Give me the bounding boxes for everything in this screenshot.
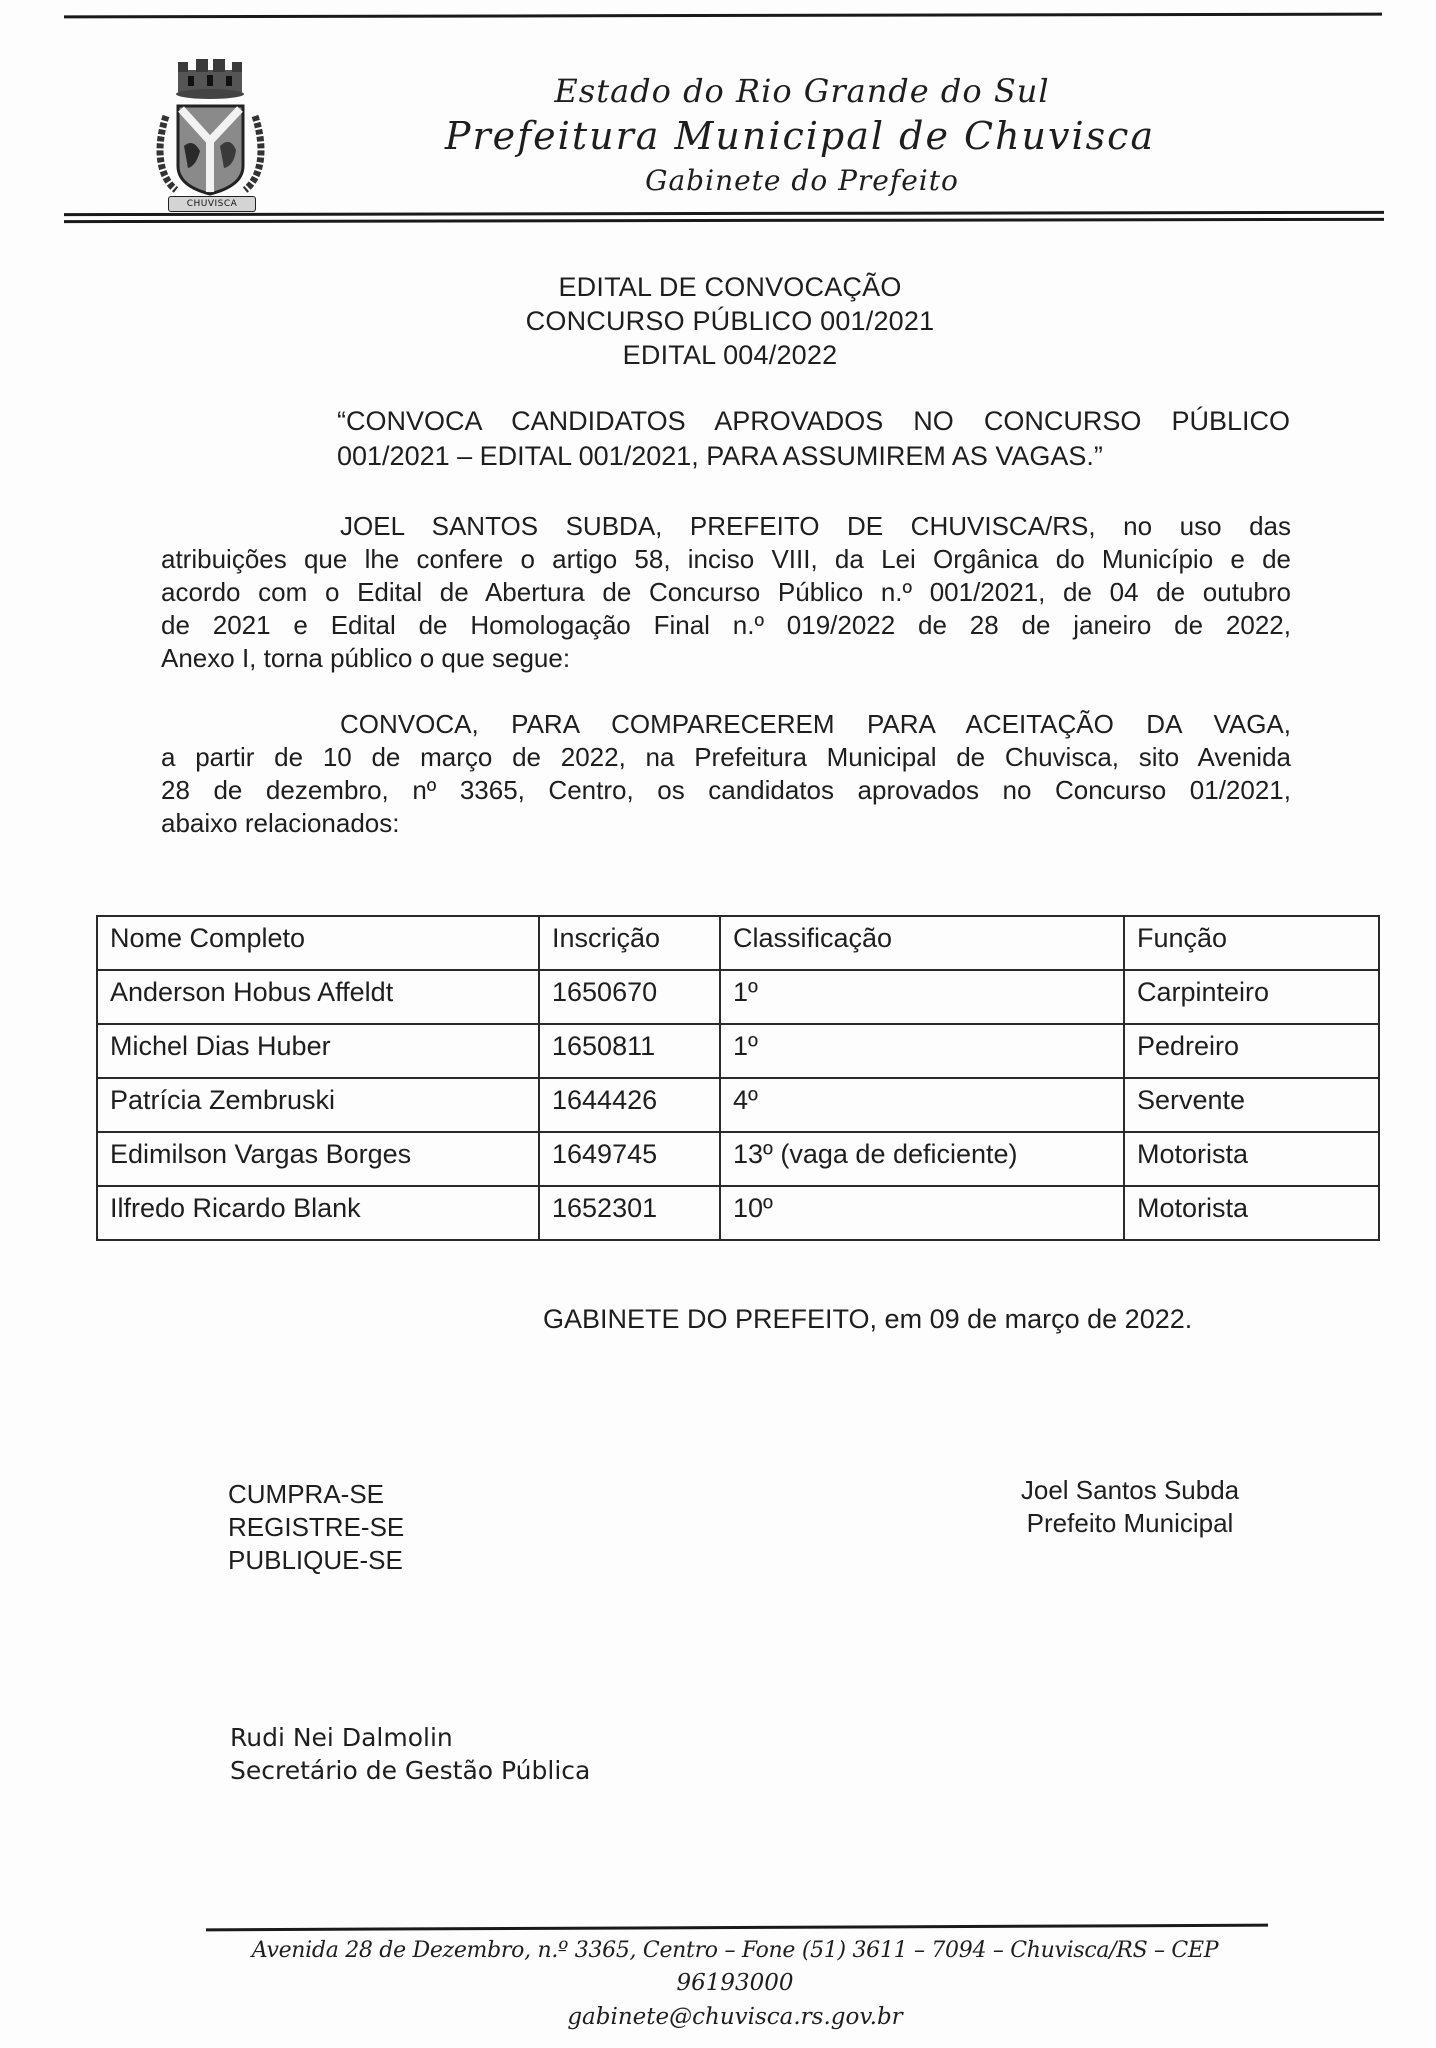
mayor-role: Prefeito Municipal (1026, 1508, 1234, 1538)
cell-role: Pedreiro (1124, 1024, 1379, 1078)
directives-block (228, 1478, 404, 1577)
footer-cep: 96193000 (676, 1970, 794, 1996)
secretary-role: Secretário de Gestão Pública (230, 1756, 591, 1785)
mayor-signature-block (990, 1474, 1270, 1540)
cell-role: Motorista (1124, 1186, 1379, 1240)
coat-of-arms-logo (148, 56, 273, 218)
cell-role: Servente (1124, 1078, 1379, 1132)
paragraph-line: CONVOCA, PARA COMPARECEREM PARA ACEITAÇÃO DA VAGA, (340, 709, 1291, 739)
footer-email-link[interactable]: gabinete@chuvisca.rs.gov.br (567, 2004, 903, 2030)
table-header-row (97, 916, 1379, 970)
cell-name: Patrícia Zembruski (97, 1078, 539, 1132)
crest-ribbon-text: CHUVISCA (168, 196, 256, 212)
paragraph-line: 28 de dezembro, nº 3365, Centro, os candidatos aprovados no Concurso 01/2021, (161, 775, 1291, 805)
paragraph-line: abaixo relacionados: (161, 808, 400, 838)
cell-ranking: 4º (720, 1078, 1124, 1132)
header-office: Gabinete do Prefeito (645, 164, 959, 197)
cell-ranking: 1º (720, 1024, 1124, 1078)
cell-registration: 1649745 (539, 1132, 720, 1186)
paragraph-line: acordo com o Edital de Abertura de Concurso Público n.º 001/2021, de 04 de outubro (161, 577, 1291, 607)
directive-registre: REGISTRE-SE (228, 1512, 405, 1542)
secretary-signature-block (230, 1721, 590, 1787)
paragraph-line: a partir de 10 de março de 2022, na Prefeitura Municipal de Chuvisca, sito Avenida (161, 742, 1291, 772)
secretary-name: Rudi Nei Dalmolin (230, 1723, 453, 1752)
summary-line: 001/2021 – EDITAL 001/2021, PARA ASSUMIREM AS VAGAS.” (337, 441, 1103, 471)
summary-line: “CONVOCA CANDIDATOS APROVADOS NO CONCURSO PÚBLICO (337, 406, 1290, 436)
paragraph-authority (161, 510, 1291, 675)
cell-name: Edimilson Vargas Borges (97, 1132, 539, 1186)
table-row (97, 1132, 1379, 1186)
table-row (97, 1078, 1379, 1132)
cell-ranking: 1º (720, 970, 1124, 1024)
candidates-table (96, 915, 1380, 1241)
cell-name: Anderson Hobus Affeldt (97, 970, 539, 1024)
doc-subtitle-edital: EDITAL 004/2022 (622, 340, 838, 370)
cell-registration: 1652301 (539, 1186, 720, 1240)
table-row (97, 1024, 1379, 1078)
paragraph-line: Anexo I, torna público o que segue: (161, 643, 571, 673)
cell-role: Carpinteiro (1124, 970, 1379, 1024)
doc-subtitle-concurso: CONCURSO PÚBLICO 001/2021 (525, 306, 935, 336)
summary-quote (337, 404, 1290, 474)
cell-ranking: 13º (vaga de deficiente) (720, 1132, 1124, 1186)
footer-address: Avenida 28 de Dezembro, n.º 3365, Centro – Fone (51) 3611 – 7094 – Chuvisca/RS – CEP (251, 1938, 1219, 1963)
header-state: Estado do Rio Grande do Sul (554, 72, 1050, 110)
paragraph-line: de 2021 e Edital de Homologação Final n.º 019/2022 de 28 de janeiro de 2022, (161, 610, 1291, 640)
paragraph-line: atribuições que lhe confere o artigo 58, inciso VIII, da Lei Orgânica do Município e de (161, 544, 1291, 574)
footer-email (220, 2004, 1250, 2030)
header-cell-role: Função (1124, 916, 1379, 970)
mayor-name: Joel Santos Subda (1020, 1475, 1240, 1505)
cell-ranking: 10º (720, 1186, 1124, 1240)
paragraph-line: JOEL SANTOS SUBDA, PREFEITO DE CHUVISCA/RS, no uso das (340, 511, 1291, 541)
top-rule (64, 13, 1382, 19)
cell-name: Michel Dias Huber (97, 1024, 539, 1078)
cell-name: Ilfredo Ricardo Blank (97, 1186, 539, 1240)
crown-icon (176, 59, 244, 99)
table-row (97, 1186, 1379, 1240)
cell-role: Motorista (1124, 1132, 1379, 1186)
place-date: GABINETE DO PREFEITO, em 09 de março de 2022. (543, 1304, 1193, 1334)
cell-registration: 1650670 (539, 970, 720, 1024)
paragraph-convocation (161, 708, 1291, 840)
header-rule-bottom (64, 218, 1384, 223)
directive-cumpra: CUMPRA-SE (228, 1479, 385, 1509)
header-prefecture: Prefeitura Municipal de Chuvisca (444, 114, 1156, 158)
cell-registration: 1644426 (539, 1078, 720, 1132)
header-cell-name: Nome Completo (97, 916, 539, 970)
directive-publique: PUBLIQUE-SE (228, 1545, 403, 1575)
shield-icon (178, 106, 243, 194)
cell-registration: 1650811 (539, 1024, 720, 1078)
doc-title: EDITAL DE CONVOCAÇÃO (558, 272, 902, 302)
footer-rule (206, 1924, 1268, 1932)
header-cell-ranking: Classificação (720, 916, 1124, 970)
table-row (97, 970, 1379, 1024)
header-cell-registration: Inscrição (539, 916, 720, 970)
